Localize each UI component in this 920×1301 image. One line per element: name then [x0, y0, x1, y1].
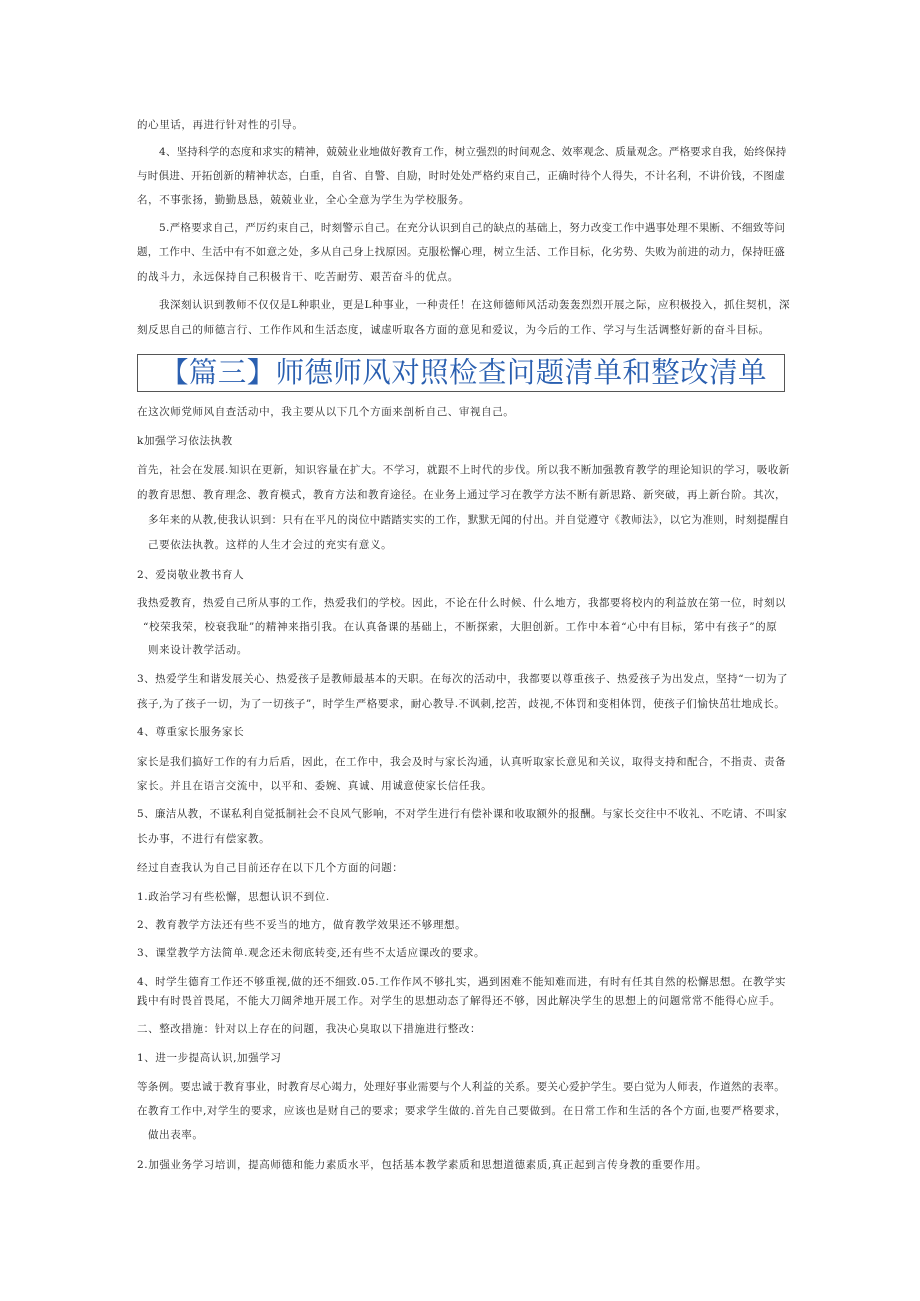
paragraph-line: 2.加强业务学习培训，提高师德和能力素质水平，包括基本教学素质和思想道德素质,真正起到言传身教的重要作用。 — [137, 1159, 708, 1171]
paragraph-line: 二、整改措施：针对以上存在的问题，我决心臭取以下措施进行整改： — [137, 1023, 482, 1035]
paragraph-line: 5.严格要求自己，严厉约束自己，时刻警示自己。在充分认识到自己的缺点的基础上，努力改变工作中遇事处理不果断、不细致等问 — [159, 222, 786, 234]
paragraph-line: 做出表率。 — [148, 1129, 204, 1141]
paragraph-line: 在这次师党师风自查活动中，我主要从以下几个方面来剖析自己、审视自己。 — [137, 406, 515, 418]
paragraph-line: 孩子,为了孩子一切，为了一切孩子”，时学生严格要求，耐心教导.不讽刺,挖苦，歧视,不体罚和变相体罚，使孩子们愉快茁壮地成长。 — [137, 698, 786, 710]
paragraph-line: 3、热爱学生和谐发展关心、热爱孩子是教师最基本的天职。在每次的活动中，我都要以尊重孩子、热爱孩子为出发点，坚持“一切为了 — [137, 673, 789, 685]
subheading: 4、尊重家长服务家长 — [137, 726, 245, 738]
list-item: 3、课堂教学方法简单.观念还未彻底转变,还有些不太适应课改的要求。 — [137, 947, 486, 959]
subheading: k加强学习依法执教 — [137, 435, 233, 447]
list-item: 1.政治学习有些松懈，思想认识不到位. — [137, 891, 330, 903]
paragraph-line: 的心里话，再进行针对性的引导。 — [137, 119, 304, 131]
paragraph-line: 5、廉洁从教，不谋私利自觉抵制社会不良风气影响，不对学生进行有偿补课和收取额外的报酬。与家长交往中不收礼、不吃请、不叫家 — [137, 808, 788, 820]
paragraph-line: 与时俱进、开拓创新的精神状态，白重，自省、自警、自励，时时处处严格约束自己，正确时待个人得失，不计名利，不讲价钱，不图虚 — [137, 170, 785, 182]
paragraph-line: 题，工作中、生活中有不如意之处，多从自己身上找原因。克服松懈心理，树立生活、工作目标，化劣势、失败为前进的动力，保持旺盛 — [137, 246, 785, 258]
paragraph-line: 4、坚持科学的态度和求实的精神，兢兢业业地做好教育工作，树立强烈的时间观念、效率观念、质量观念。严格要求自我，始终保持 — [159, 146, 787, 158]
paragraph-line: 长办事，不进行有偿家教。 — [137, 833, 271, 845]
paragraph-line: 首先，社会在发展.知识在更新，知识容量在扩大。不学习，就跟不上时代的步伐。所以我不断加强教育教学的理论知识的学习，吸收新 — [137, 464, 790, 476]
paragraph-line: 刻反思自己的师德言行、工作作风和生活态度，诚虚听取各方面的意见和爱议，为今后的工作、学习与生活调整好新的奋斗目标。 — [137, 324, 770, 336]
paragraph-line: 名，不事张扬，勤勤恳恳，兢兢业业，全心全意为学生为学校服务。 — [137, 194, 470, 206]
paragraph-line: “校荣我荣，校衰我耻”的精神来指引我。在认真备课的基础上，不断探索，大胆创新。工作中本着“心中有目标，笫中有孩子”的原 — [143, 621, 778, 633]
paragraph-line: 多年来的从教,使我认识到：只有在平凡的岗位中踏踏实实的工作，默默无闻的付出。并自觉遵守《教师法》，以它为准则，时刻提醒自 — [148, 514, 790, 526]
paragraph-line: 己要依法执教。这样的人生才会过的充实有意义。 — [148, 539, 393, 551]
subheading: 2、爱岗敬业教书育人 — [137, 569, 245, 581]
paragraph-line: 经过自查我认为自己目前还存在以下几个方面的问题： — [137, 862, 404, 874]
paragraph-line: 等条例。要忠诚于教育事业，时教育尽心竭力，处理好事业需要与个人利益的关系。要关心爱护学生。要白觉为人师表，作道然的表率。 — [137, 1081, 785, 1093]
paragraph-line: 家长。并且在语言交流中，以平和、委婉、真诚、用诚意使家长信任我。 — [137, 780, 493, 792]
subheading: 1、进一步提高认识,加强学习 — [137, 1052, 282, 1064]
paragraph-line: 我热爱教育，热爱自己所从事的工作，热爱我们的学校。因此，不论在什么时候、什么地方，我都要将校内的利益放在第一位，时刻以 — [137, 597, 786, 609]
paragraph-line: 则来设计教学活动。 — [148, 644, 248, 656]
paragraph-line: 我深刻认识到教师不仅仅是L种职业，更是L种事业，一种责任！在这师德师风活动轰轰烈烈开展之际，应积极投入，抓住契机，深 — [159, 299, 790, 311]
paragraph-line: 的教育思想、教育理念、教育模式，教育方法和教育途径。在业务上通过学习在教学方法不断有新思路、新突破，再上新台阶。其次， — [137, 489, 786, 501]
section-heading-box — [137, 354, 785, 392]
paragraph-line: 践中有时畏首畏尾，不能大刀阔斧地开展工作。对学生的思想动态了解得还不够，因此解决学生的思想上的问题常常不能得心应手。 — [137, 995, 781, 1007]
list-item: 4、时学生德育工作还不够重视,做的还不细致.05.工作作风不够扎实，遇到困难不能知难而进，有时有任其自然的松懈思想。在教学实 — [137, 976, 787, 988]
section-heading: 【篇三】师德师风对照检查问题清单和整改清单 — [160, 356, 767, 389]
paragraph-line: 在教育工作中,对学生的要求，应该也是财自己的要求；要求学生做的.首先自己要做到。在日常工作和生活的各个方面,也要严格要求， — [137, 1105, 787, 1117]
paragraph-line: 家长是我们搞好工作的有力后盾，因此，在工作中，我会及时与家长沟通，认真听取家长意见和关议，取得支持和配合，不指责、责备 — [137, 756, 786, 768]
paragraph-line: 的战斗力，永远保持自己积极肯干、吃苦耐劳、艰苦奋斗的优点。 — [137, 271, 459, 283]
list-item: 2、教育教学方法还有些不妥当的地方，做育教学效果还不够理想。 — [137, 919, 467, 931]
